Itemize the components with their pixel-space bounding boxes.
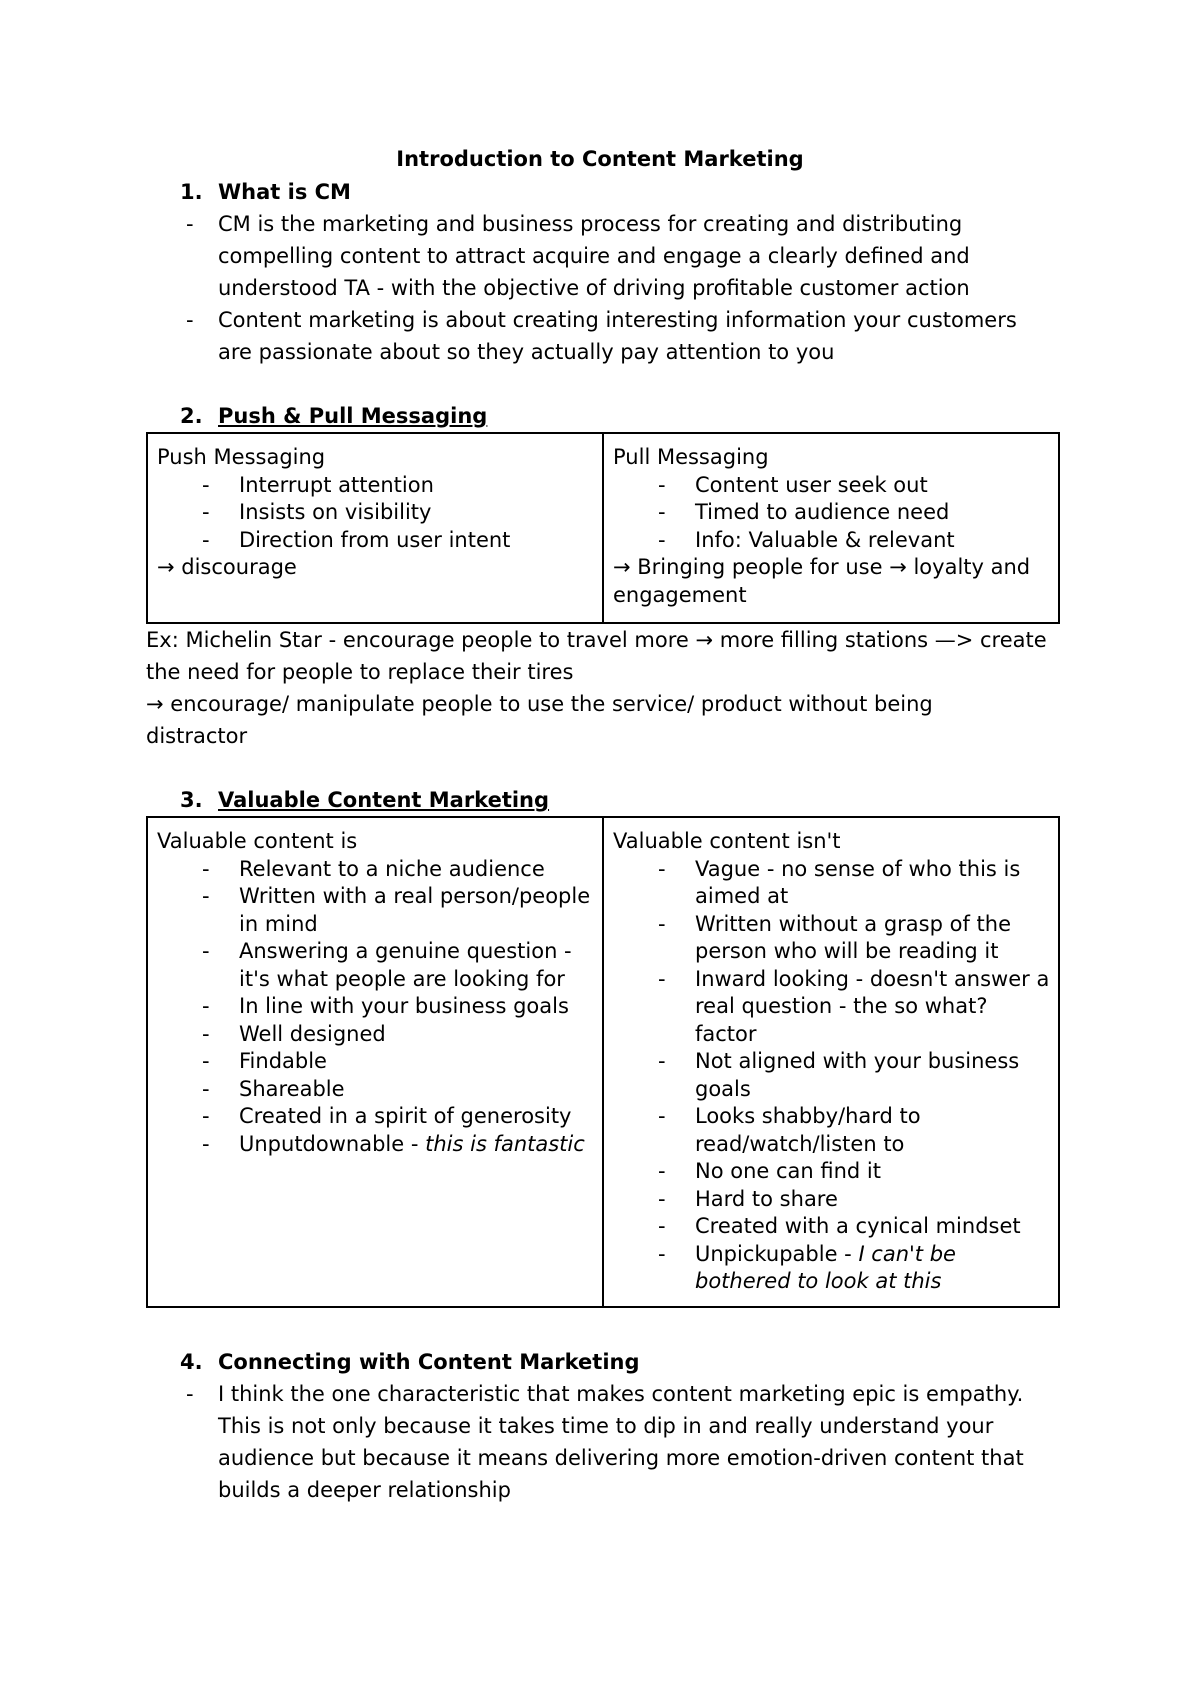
bullet-dash: - xyxy=(658,472,666,497)
list-item xyxy=(157,993,594,1021)
list-item xyxy=(613,1213,1050,1241)
valuable-content-is-cell xyxy=(147,817,603,1307)
bullet-dash: - xyxy=(186,308,194,332)
list-item-text: Looks shabby/hard to read/watch/listen to xyxy=(695,1104,921,1156)
bullet-dash: - xyxy=(658,911,666,936)
list-item xyxy=(613,1103,1050,1158)
push-result: → discourage xyxy=(157,555,297,579)
section-number: 1. xyxy=(180,180,203,204)
bullet-dash: - xyxy=(186,1382,194,1406)
bullet-dash: - xyxy=(202,939,210,963)
bullet-text-line: compelling content to attract acquire and engage a clearly defined and xyxy=(218,244,970,268)
list-item xyxy=(613,1158,1050,1186)
list-item-text: Not aligned with your business goals xyxy=(695,1049,1020,1101)
list-item xyxy=(157,1103,594,1131)
bullet-text-line: builds a deeper relationship xyxy=(218,1478,511,1502)
bullet-dash: - xyxy=(186,212,194,236)
list-item xyxy=(613,1048,1050,1103)
list-item-text: Unpickupable - xyxy=(695,1241,859,1266)
bullet-dash: - xyxy=(202,1049,210,1073)
bullet-text-line: This is not only because it takes time to dip in and really understand your xyxy=(218,1414,994,1438)
list-item xyxy=(157,1021,594,1049)
list-item-text: Vague - no sense of who this is aimed at xyxy=(695,856,1021,908)
push-messaging-cell xyxy=(147,433,603,623)
pull-result: → Bringing people for use → loyalty and engagement xyxy=(613,555,1031,607)
list-item-text: Created with a cynical mindset xyxy=(695,1214,1021,1238)
list-item-text: Written with a real person/people in mind xyxy=(239,884,591,936)
bullet-text-line: understood TA - with the objective of driving profitable customer action xyxy=(218,276,970,300)
bullet-dash: - xyxy=(658,500,666,524)
list-item-text: Unputdownable - xyxy=(239,1131,426,1156)
cell-heading: Pull Messaging xyxy=(613,445,769,469)
list-item xyxy=(613,966,1050,1049)
list-item-text: Insists on visibility xyxy=(239,500,432,524)
bullet-text-line: audience but because it means delivering more emotion-driven content that xyxy=(218,1446,1024,1470)
list-item-text: No one can find it xyxy=(695,1159,881,1183)
bullet-dash: - xyxy=(202,500,210,524)
list-item xyxy=(613,1186,1050,1214)
valuable-content-table xyxy=(146,816,1060,1308)
list-item xyxy=(613,499,1050,527)
bullet-dash: - xyxy=(202,856,210,881)
pull-messaging-cell xyxy=(603,433,1059,623)
example-line-3: → encourage/ manipulate people to use the service/ product without being xyxy=(146,692,933,716)
bullet-dash: - xyxy=(658,527,666,552)
section-title: What is CM xyxy=(218,180,351,204)
bullet-text-line: Content marketing is about creating interesting information your customers xyxy=(218,308,1017,332)
list-item xyxy=(613,527,1050,555)
list-item-text: In line with your business goals xyxy=(239,994,569,1018)
list-item xyxy=(157,472,594,500)
section-title: Push & Pull Messaging xyxy=(218,404,488,428)
list-item-text: Well designed xyxy=(239,1021,386,1046)
page-title: Introduction to Content Marketing xyxy=(396,147,804,171)
list-item-text: Timed to audience need xyxy=(695,500,950,524)
list-item xyxy=(613,856,1050,911)
list-item xyxy=(613,911,1050,966)
example-line-2: the need for people to replace their tires xyxy=(146,660,574,684)
list-item xyxy=(157,527,594,555)
example-line-1: Ex: Michelin Star - encourage people to travel more → more filling stations —> create xyxy=(146,628,1047,652)
bullet-dash: - xyxy=(202,1076,210,1101)
list-item xyxy=(157,1048,594,1076)
bullet-dash: - xyxy=(658,966,666,991)
list-item-text: Findable xyxy=(239,1049,327,1073)
list-item xyxy=(157,938,594,993)
list-item xyxy=(157,1076,594,1104)
list-item-text: Content user seek out xyxy=(695,472,928,497)
list-item-text: Info: Valuable & relevant xyxy=(695,527,955,552)
bullet-dash: - xyxy=(658,1241,666,1266)
bullet-dash: - xyxy=(202,472,210,497)
bullet-text-line: I think the one characteristic that makes content marketing epic is empathy. xyxy=(218,1382,1024,1406)
list-item-text: Interrupt attention xyxy=(239,472,434,497)
push-pull-table xyxy=(146,432,1060,624)
list-item-text: Direction from user intent xyxy=(239,527,511,552)
list-item-emphasis: this is fantastic xyxy=(425,1131,585,1156)
bullet-dash: - xyxy=(658,1104,666,1128)
bullet-text-line: CM is the marketing and business process for creating and distributing xyxy=(218,212,963,236)
bullet-dash: - xyxy=(202,884,210,908)
bullet-dash: - xyxy=(202,1021,210,1046)
section-number: 3. xyxy=(180,788,203,812)
list-item xyxy=(157,499,594,527)
section-title: Valuable Content Marketing xyxy=(218,788,550,812)
list-item-text: Relevant to a niche audience xyxy=(239,856,545,881)
cell-heading: Valuable content is xyxy=(157,829,358,853)
bullet-dash: - xyxy=(658,1159,666,1183)
bullet-dash: - xyxy=(202,1131,210,1156)
bullet-dash: - xyxy=(658,856,666,881)
list-item-text: Shareable xyxy=(239,1076,345,1101)
section-number: 4. xyxy=(180,1350,203,1374)
list-item xyxy=(157,1131,594,1159)
list-item-text: Written without a grasp of the person who will be reading it xyxy=(695,911,1011,963)
example-line-4: distractor xyxy=(146,724,248,748)
bullet-dash: - xyxy=(658,1049,666,1073)
bullet-dash: - xyxy=(202,994,210,1018)
cell-heading: Push Messaging xyxy=(157,445,326,469)
bullet-dash: - xyxy=(658,1214,666,1238)
bullet-dash: - xyxy=(202,527,210,552)
valuable-content-isnt-cell xyxy=(603,817,1059,1307)
bullet-text-line: are passionate about so they actually pay attention to you xyxy=(218,340,835,364)
cell-heading: Valuable content isn't xyxy=(613,829,841,853)
list-item-text: Created in a spirit of generosity xyxy=(239,1104,572,1128)
bullet-dash: - xyxy=(658,1186,666,1211)
bullet-dash: - xyxy=(202,1104,210,1128)
list-item xyxy=(613,472,1050,500)
list-item-emphasis: I can't be bothered to look at this xyxy=(695,1241,956,1293)
list-item-text: Answering a genuine question - it's what people are looking for xyxy=(239,939,572,991)
list-item xyxy=(157,856,594,884)
list-item-text: Inward looking - doesn't answer a real question - the so what? factor xyxy=(695,966,1050,1046)
section-number: 2. xyxy=(180,404,203,428)
list-item xyxy=(613,1241,1050,1296)
section-title: Connecting with Content Marketing xyxy=(218,1350,640,1374)
list-item-text: Hard to share xyxy=(695,1186,838,1211)
list-item xyxy=(157,883,594,938)
